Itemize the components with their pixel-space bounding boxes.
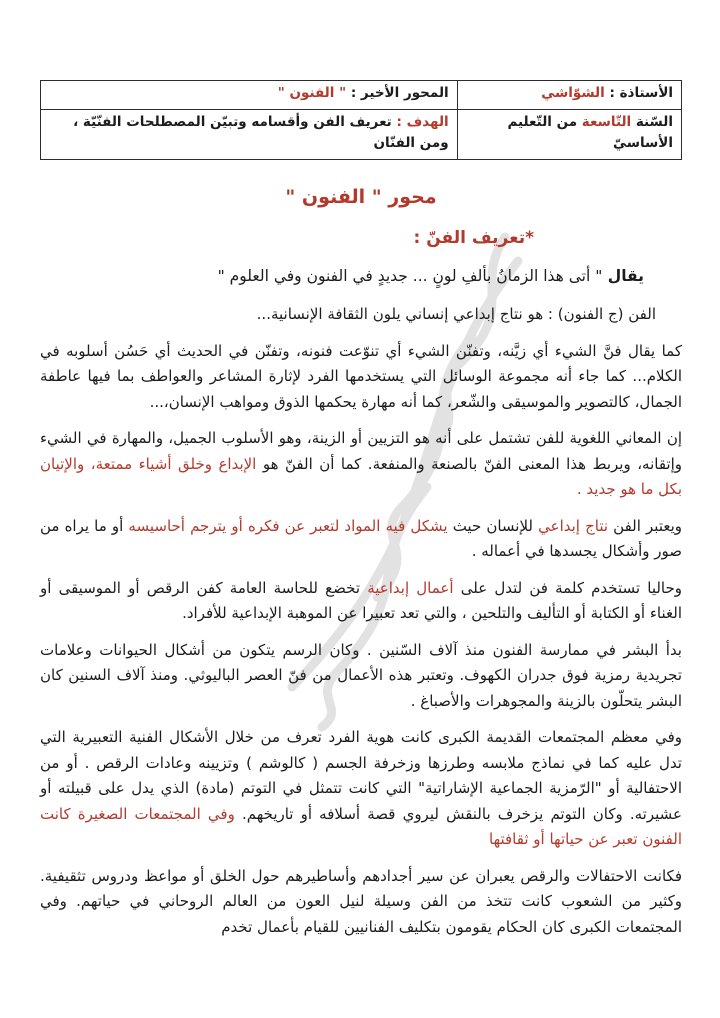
- text-segment: الهدف :: [396, 113, 449, 130]
- page-title: محور " الفنون ": [285, 185, 437, 208]
- paragraph: [40, 638, 682, 715]
- text-segment: " أتى هذا الزمانُ بألفِ لونٍ ... جديدٍ في الفنون وفي العلوم ": [217, 266, 603, 285]
- text-segment: المحور الأخير :: [346, 85, 449, 101]
- text-segment: إن المعاني اللغوية للفن تشتمل على أنه هو التزيين أو الزينة، وهو الأسلوب الجميل، والمهارة في الشيء وإتقانه، ويربط هذا المعنى الفنّ بالصنعة والمنفعة. كما أن الفنّ هو: [40, 429, 682, 473]
- text-segment: وفي معظم المجتمعات القديمة الكبرى كانت هوية الفرد تعرف من خلال الأشكال الفنية التعبيرية التي تدل عليه كما في نماذج ملابسه وطرزها وزخرفة الجسم ( كالوشم ) وتزيينه وعادات الرقص . أو من الاحتفالية أو "الرّمزية الجماعية الإشاراتية" التي كانت تتمثل في التوتم (مادة) الذي يدل على قبيلته أو عشيرته. وكان التوتم يزخرف بالنقش ليروي قصة أسلافه أو تاريخهم.: [40, 728, 682, 823]
- text-segment: وحاليا تستخدم كلمة فن لتدل على: [453, 578, 683, 597]
- text-segment: السّنة: [631, 113, 673, 130]
- text-segment: أعمال إبداعية: [367, 578, 454, 597]
- text-segment: كما يقال فنَّ الشيء أي زيَّنه، وتفنّن الشيء أي تنوّعت فنونه، وتفنّن في الحديث أي حَسُن أسلوبه في الكلام... كما جاء أنه مجموعة الوسائل التي يستخدمها الفرد لإثارة المشاعر والعواطف بما فيها عاطفة الجمال، كالتصوير والموسيقى والشّعر، كما أنه مهارة يحكمها الذوق ومواهب الإنسان،...: [40, 341, 682, 411]
- text-segment: للإنسان حيث: [447, 516, 539, 535]
- text-segment: نتاج إبداعي: [538, 516, 609, 535]
- header-info-table: [40, 80, 682, 160]
- axis-cell: [41, 81, 458, 110]
- text-segment: بدأ البشر في ممارسة الفنون منذ آلاف السّنين . وكان الرسم يتكون من أشكال الحيوانات وعلامات تجريدية رمزية فوق جدران الكهوف. وتعتبر هذه الأعمال من فنّ العصر الباليوثي. ومنذ آلاف السنين كان البشر يتحلّون بالزينة والمجوهرات والأصباغ .: [40, 640, 682, 710]
- objective-cell: [41, 109, 458, 159]
- text-segment: تعريف الفن وأقسامه وتبيّن المصطلحات الفنّيّة ، ومن الفنّان: [73, 113, 449, 152]
- paragraph: [40, 302, 682, 328]
- paragraph: [40, 514, 682, 565]
- text-segment: فكانت الاحتفالات والرقص يعبران عن سير أجدادهم وأساطيرهم حول الخلق أو مواعظ ودروس تثقيفية. وكثير من الشعوب كانت تتخذ من الفن وسيلة لنيل العون من العالم الروحاني في حياتهم. وفي المجتمعات الكبرى كان الحكام يقومون بتكليف الفنانيين للقيام بأعمال تخدم: [40, 866, 682, 936]
- text-segment: " الفنون ": [277, 85, 347, 101]
- text-segment: تخضع للحاسة العامة كفن الرقص أو الموسيقى أو الغناء أو الكتابة أو التأليف والتلحين ، والتي تعد تعبيرا عن الموهبة الإبداعية للأفراد.: [40, 578, 682, 623]
- document-content: [40, 80, 682, 940]
- paragraph: [40, 339, 682, 416]
- paragraph: [40, 725, 682, 853]
- text-segment: الأستاذة :: [604, 85, 673, 101]
- text-segment: ويعتبر الفن: [608, 516, 683, 535]
- text-segment: الفن (ج الفنون) : هو نتاج إبداعي إنساني يلون الثقافة الإنسانية...: [256, 305, 656, 324]
- grade-cell: [457, 109, 681, 159]
- section-heading: *تعريف الفنّ :: [413, 227, 534, 248]
- text-segment: الإبداع وخلق أشياء ممتعة، والإتيان بكل ما هو جديد .: [40, 454, 682, 499]
- text-segment: من التّعليم الأساسيّ: [507, 113, 673, 152]
- paragraph: [40, 864, 682, 941]
- header-row-1: [41, 81, 682, 110]
- document-body: [40, 263, 682, 940]
- text-segment: يشكل فيه المواد لتعبر عن فكره أو يترجم أحاسيسه: [128, 516, 448, 535]
- text-segment: أو ما يراه من صور وأشكال يجسدها في أعماله .: [40, 516, 682, 561]
- teacher-cell: [457, 81, 681, 110]
- text-segment: التّاسعة: [581, 113, 632, 130]
- header-row-2: [41, 109, 682, 159]
- paragraph: [40, 576, 682, 627]
- text-segment: يقال: [602, 266, 644, 285]
- text-segment: الشوّاشي: [541, 85, 605, 101]
- paragraph: [40, 426, 682, 503]
- paragraph: [40, 263, 682, 289]
- text-segment: وفي المجتمعات الصغيرة كانت الفنون تعبر عن حياتها أو ثقافتها: [40, 804, 682, 849]
